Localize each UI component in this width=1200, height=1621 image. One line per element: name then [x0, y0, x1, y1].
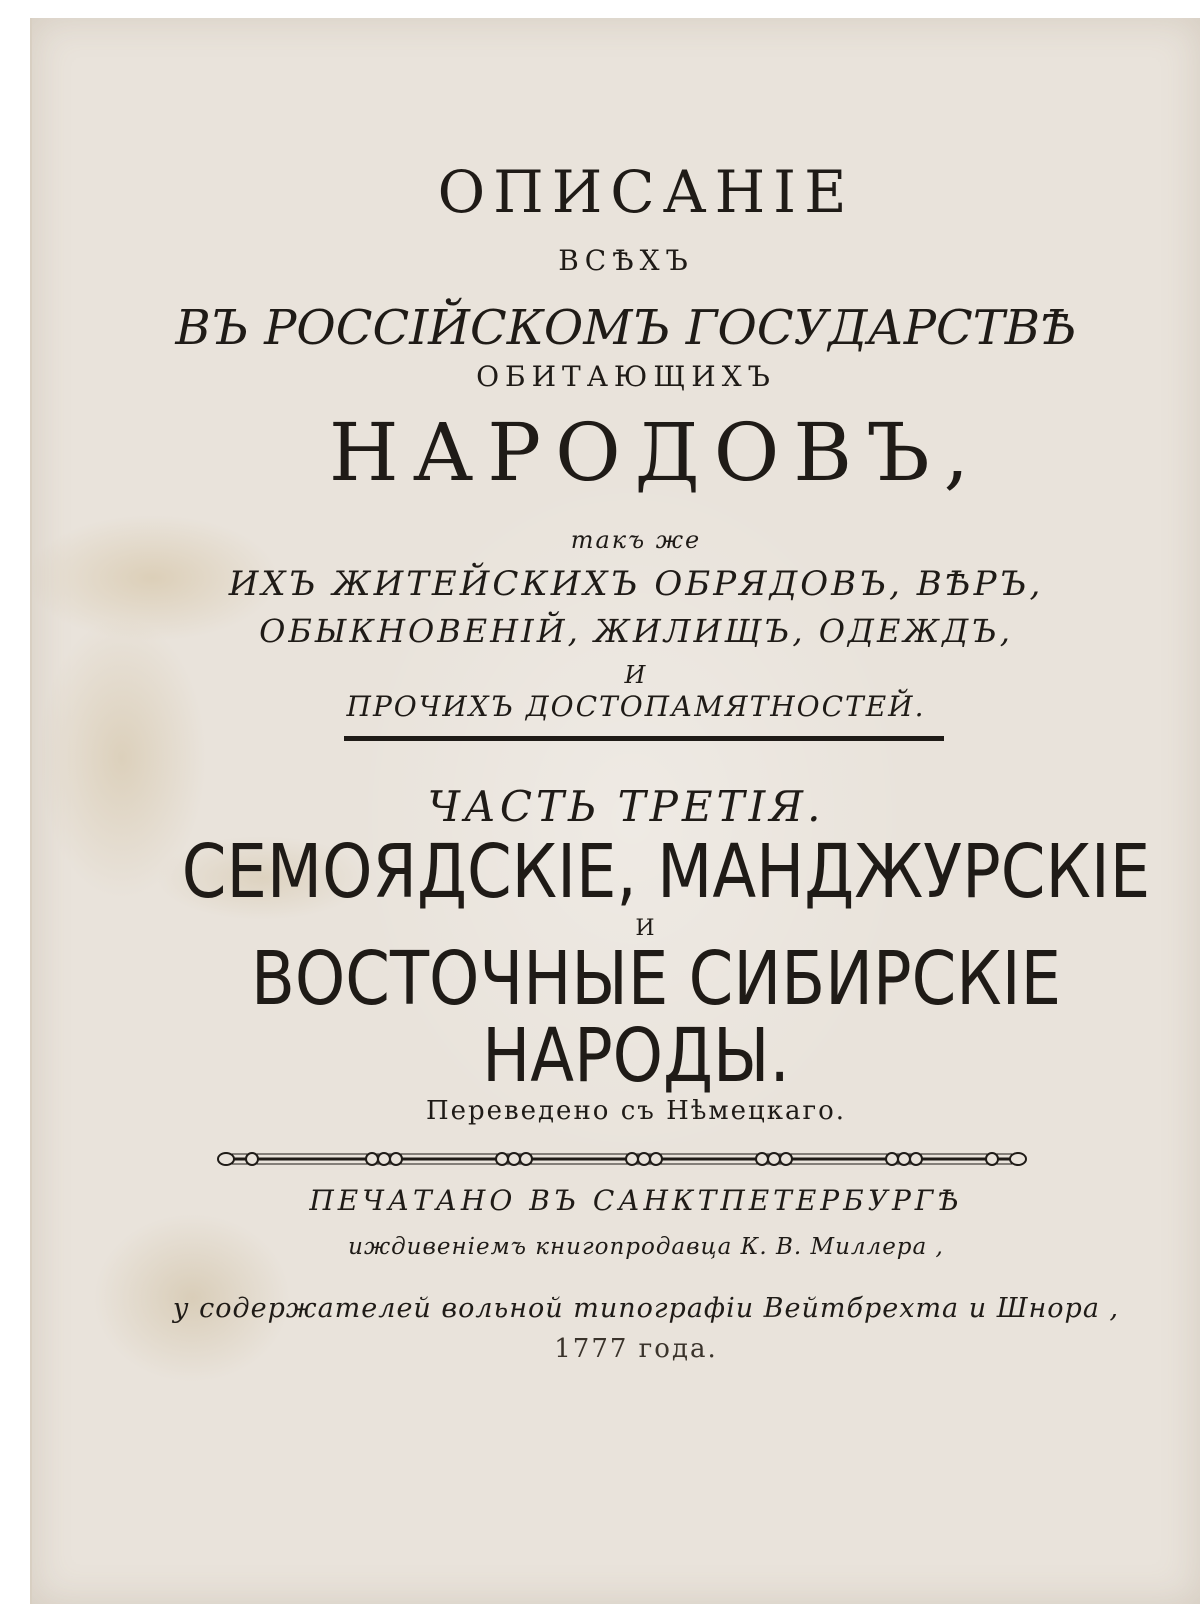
ornamental-divider	[212, 1148, 1032, 1170]
printed-in-st-petersburg: ПЕЧАТАНО ВЪ САНКТПЕТЕРБУРГѢ	[309, 1184, 963, 1217]
title-word-and: И	[624, 661, 648, 689]
title-word-all: ВСѢХЪ	[558, 244, 694, 277]
title-page	[30, 18, 1200, 1604]
horizontal-rule	[344, 736, 944, 741]
title-line-other-sights: ПРОЧИХЪ ДОСТОПАМЯТНОСТЕЙ.	[346, 690, 926, 723]
title-word-description: ОПИСАНІЕ	[437, 158, 855, 226]
title-word-also: такъ же	[570, 526, 702, 554]
publication-year: 1777 года.	[554, 1334, 718, 1364]
translated-from-german: Переведено съ Нѣмецкаго.	[425, 1096, 847, 1126]
publisher-line: иждивенiемъ книгопродавца К. В. Миллера ,	[348, 1234, 944, 1260]
part-heading: ЧАСТЬ ТРЕТІЯ.	[427, 782, 825, 831]
title-word-peoples: НАРОДОВЪ,	[328, 406, 984, 499]
title-line-rites: ИХЪ ЖИТЕЙСКИХЪ ОБРЯДОВЪ, ВѢРЪ,	[228, 564, 1044, 604]
peoples-line-1: СЕМОЯДСКІЕ, МАНДЖУРСКІЕ	[181, 830, 1151, 916]
peoples-line-3: НАРОДЫ.	[482, 1014, 790, 1100]
peoples-line-2: ВОСТОЧНЫЕ СИБИРСКІЕ	[250, 937, 1062, 1023]
title-line-customs: ОБЫКНОВЕНІЙ, ЖИЛИЩЪ, ОДЕЖДЪ,	[259, 612, 1013, 650]
printers-line: у содержателей вольной типографіи Вейтбрехта и Шнора ,	[172, 1293, 1120, 1324]
title-word-inhabiting: ОБИТАЮЩИХЪ	[476, 360, 776, 393]
peoples-and: И	[635, 916, 657, 941]
title-line-russian-state: ВЪ РОССІЙСКОМЪ ГОСУДАРСТВѢ	[175, 300, 1077, 356]
